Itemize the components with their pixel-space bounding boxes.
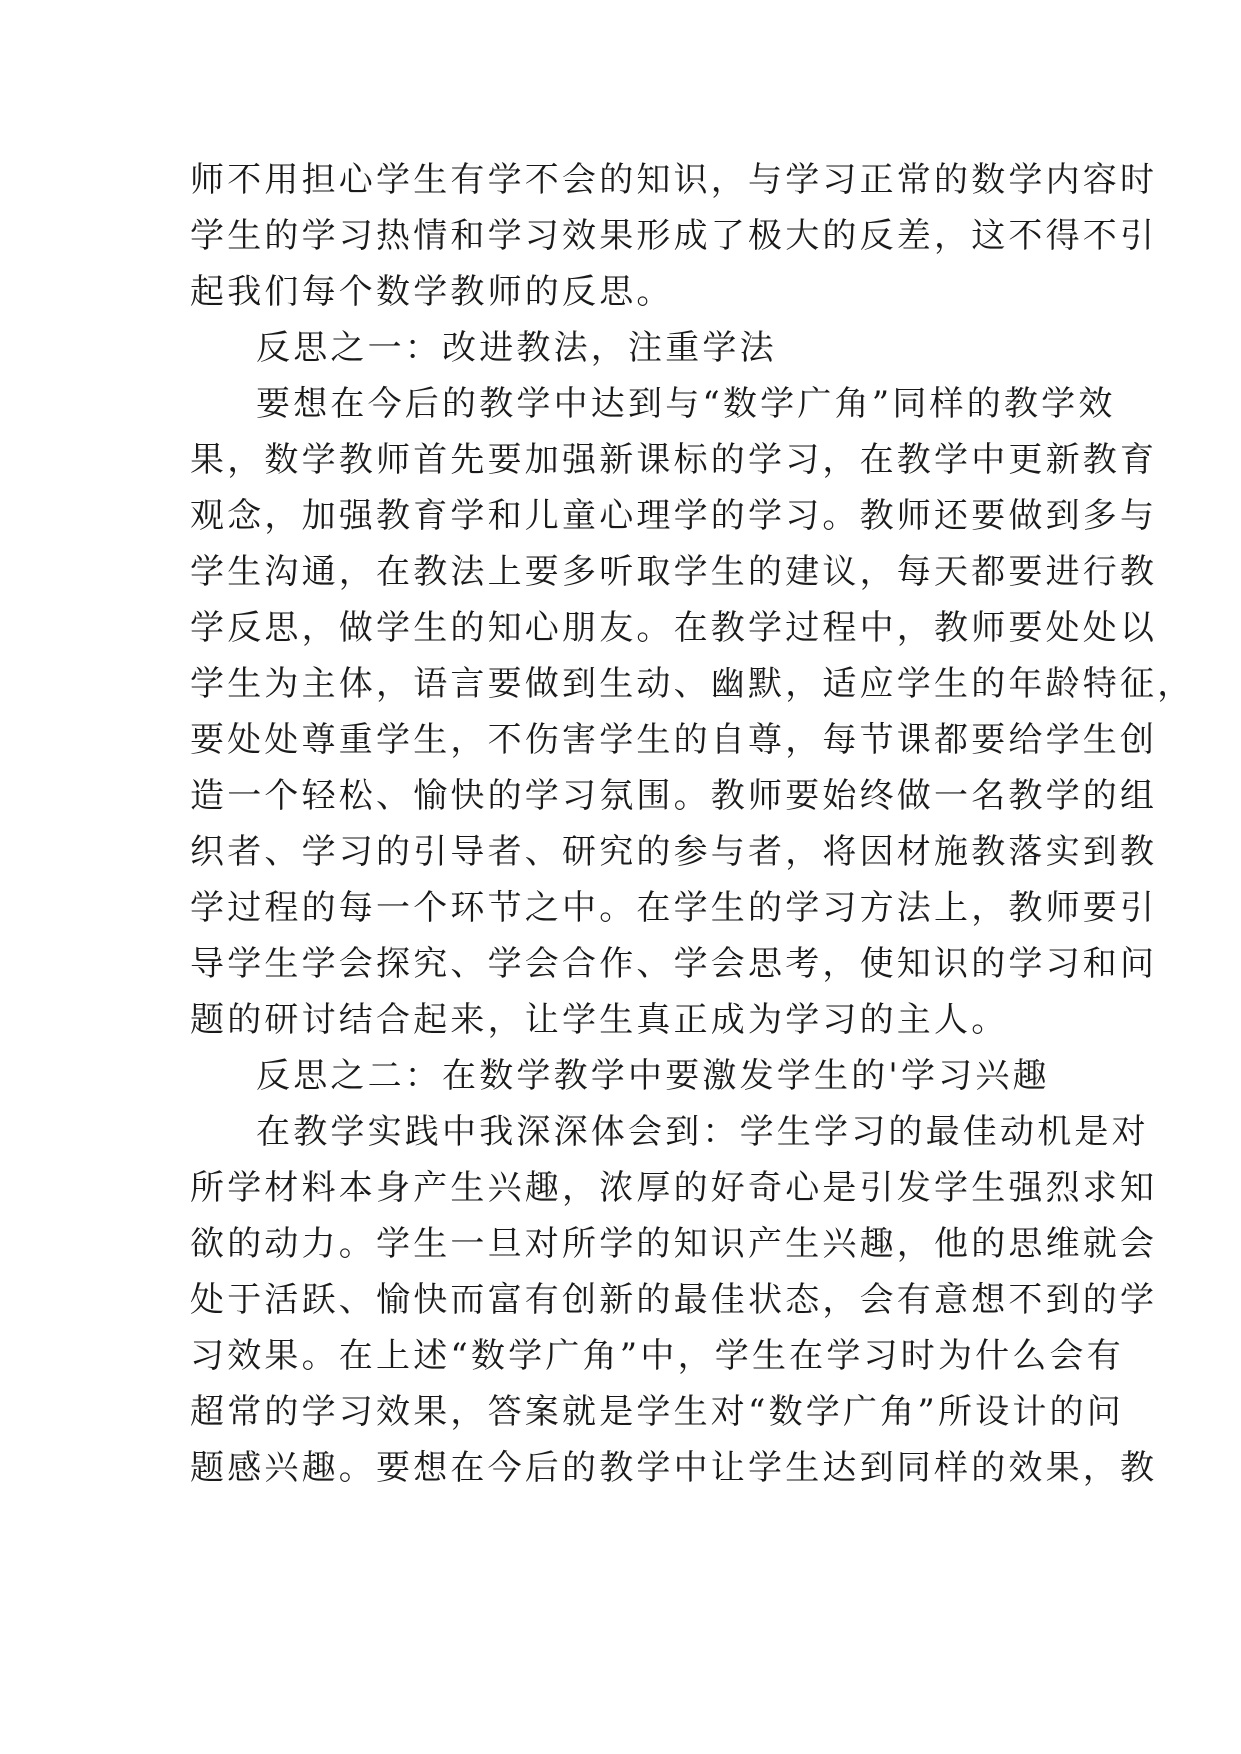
document-body	[190, 152, 1195, 1496]
text-line: 导学生学会探究、学会合作、学会思考，使知识的学习和问	[190, 944, 1158, 984]
text-line: 所学材料本身产生兴趣，浓厚的好奇心是引发学生强烈求知	[190, 1168, 1158, 1208]
text-line: 题感兴趣。要想在今后的教学中让学生达到同样的效果，教	[190, 1448, 1158, 1488]
text-line: 学生的学习热情和学习效果形成了极大的反差，这不得不引	[190, 216, 1158, 256]
text-line: 造一个轻松、愉快的学习氛围。教师要始终做一名教学的组	[190, 776, 1158, 816]
text-line: 学过程的每一个环节之中。在学生的学习方法上，教师要引	[190, 888, 1158, 928]
text-line: 织者、学习的引导者、研究的参与者，将因材施教落实到教	[190, 832, 1158, 872]
text-line: 处于活跃、愉快而富有创新的最佳状态，会有意想不到的学	[190, 1280, 1158, 1320]
text-line: 要处处尊重学生，不伤害学生的自尊，每节课都要给学生创	[190, 720, 1158, 760]
paragraph-start: 要想在今后的教学中达到与“数学广角”同样的教学效	[256, 384, 1116, 424]
text-line: 题的研讨结合起来，让学生真正成为学习的主人。	[190, 1000, 1009, 1040]
section-heading-1: 反思之一：改进教法，注重学法	[256, 328, 777, 368]
paragraph-start: 在教学实践中我深深体会到：学生学习的最佳动机是对	[256, 1112, 1149, 1152]
text-line: 学生沟通，在教法上要多听取学生的建议，每天都要进行教	[190, 552, 1158, 592]
text-line: 学反思，做学生的知心朋友。在教学过程中，教师要处处以	[190, 608, 1158, 648]
text-line: 观念，加强教育学和儿童心理学的学习。教师还要做到多与	[190, 496, 1158, 536]
text-line: 欲的动力。学生一旦对所学的知识产生兴趣，他的思维就会	[190, 1224, 1158, 1264]
text-line: 果，数学教师首先要加强新课标的学习，在教学中更新教育	[190, 440, 1158, 480]
text-line: 师不用担心学生有学不会的知识，与学习正常的数学内容时	[190, 160, 1158, 200]
section-heading-2: 反思之二：在数学教学中要激发学生的'学习兴趣	[256, 1056, 1050, 1096]
text-line: 习效果。在上述“数学广角”中，学生在学习时为什么会有	[190, 1336, 1124, 1376]
text-line: 超常的学习效果，答案就是学生对“数学广角”所设计的问	[190, 1392, 1124, 1432]
text-line: 起我们每个数学教师的反思。	[190, 272, 674, 312]
text-line: 学生为主体，语言要做到生动、幽默，适应学生的年龄特征，	[190, 664, 1195, 704]
